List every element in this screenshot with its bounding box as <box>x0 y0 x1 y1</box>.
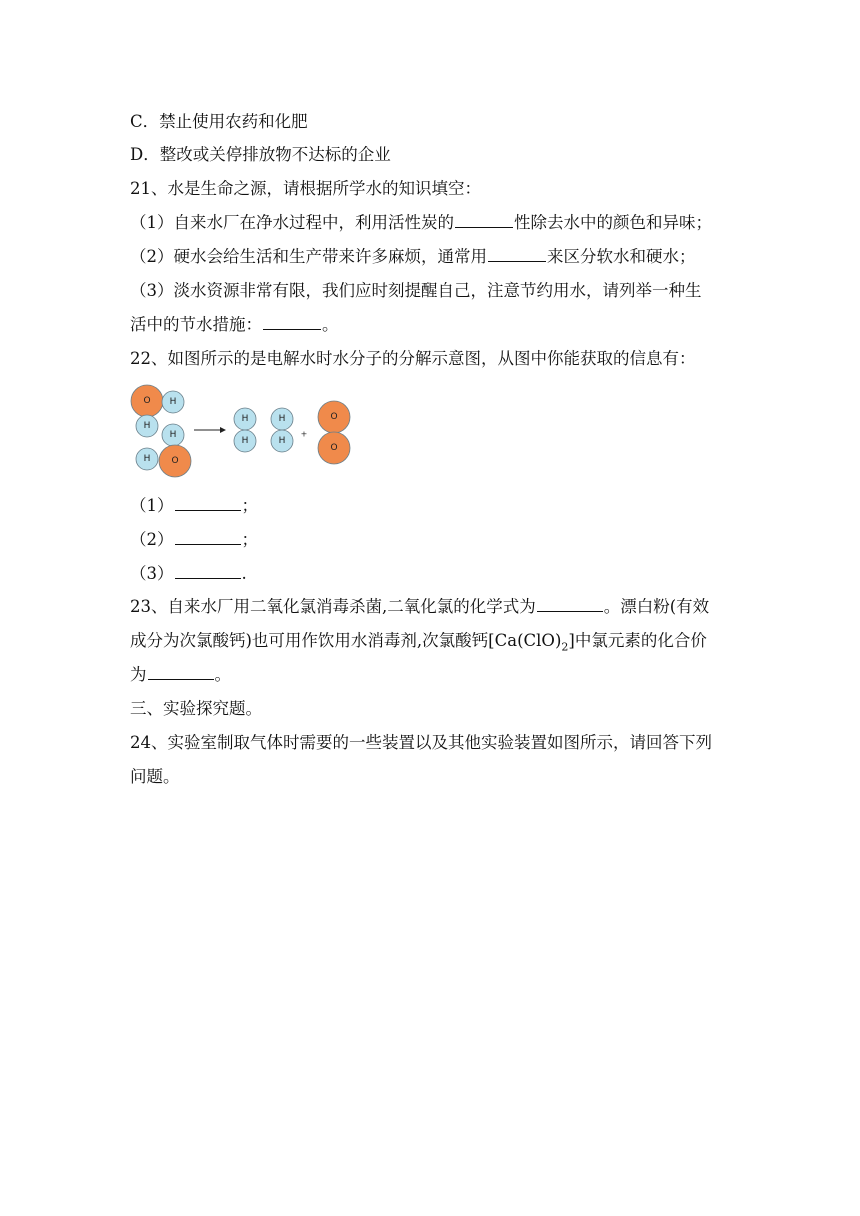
answer-blank <box>148 663 214 680</box>
atom-label: H <box>241 436 249 446</box>
atom-label: H <box>143 454 151 464</box>
question-21-3-cont <box>130 313 339 337</box>
answer-blank <box>488 245 546 262</box>
option-d: D．整改或关停排放物不达标的企业 <box>130 145 391 164</box>
atom-label: H <box>278 414 286 424</box>
plus-sign: + <box>300 429 308 439</box>
atom-label: H <box>241 414 249 424</box>
atom-label: O <box>330 443 338 453</box>
q21-3-text-b: 活中的节水措施： <box>130 315 262 334</box>
answer-blank <box>175 562 241 579</box>
q23-text-f: 。 <box>214 665 231 684</box>
atom-label: O <box>143 396 151 406</box>
q23-text-a: 23、自来水厂用二氧化氯消毒杀菌,二氧化氯的化学式为 <box>130 597 536 616</box>
water-electrolysis-diagram <box>128 382 358 478</box>
q22-1-end: ； <box>241 496 258 515</box>
q21-2-text-a: （2）硬水会给生活和生产带来许多麻烦，通常用 <box>130 247 487 266</box>
q22-3-label: （3） <box>130 564 174 583</box>
atom-label: O <box>330 412 338 422</box>
question-23 <box>130 595 709 619</box>
atom-label: O <box>171 456 179 466</box>
q23-text-c: 成分为次氯酸钙)也可用作饮用水消毒剂,次氯酸钙[Ca(ClO) <box>130 631 562 650</box>
question-24-cont: 问题。 <box>130 767 180 786</box>
question-21-2 <box>130 245 696 269</box>
question-22-3 <box>130 562 247 586</box>
question-21: 21、水是生命之源，请根据所学水的知识填空： <box>130 179 481 198</box>
question-24: 24、实验室制取气体时需要的一些装置以及其他实验装置如图所示，请回答下列 <box>130 733 712 752</box>
answer-blank <box>175 494 241 511</box>
question-22-1 <box>130 494 258 518</box>
atom-label: H <box>169 430 177 440</box>
q22-3-end: . <box>241 564 247 583</box>
q23-text-d: ]中氯元素的化合价 <box>568 631 707 650</box>
answer-blank <box>537 595 603 612</box>
q23-text-e: 为 <box>130 665 147 684</box>
section-3-title: 三、实验探究题。 <box>130 699 262 718</box>
q22-2-label: （2） <box>130 530 174 549</box>
option-c: C．禁止使用农药和化肥 <box>130 112 308 131</box>
question-22-2 <box>130 528 258 552</box>
question-23-cont <box>130 629 707 659</box>
atom-label: H <box>278 436 286 446</box>
question-21-1 <box>130 211 712 235</box>
answer-blank <box>175 528 241 545</box>
q21-1-text-a: （1）自来水厂在净水过程中，利用活性炭的 <box>130 213 454 232</box>
atom-label: H <box>143 421 151 431</box>
q21-3-text-c: 。 <box>322 315 339 334</box>
q21-1-text-b: 性除去水中的颜色和异味； <box>514 213 712 232</box>
q21-2-text-b: 来区分软水和硬水； <box>547 247 696 266</box>
answer-blank <box>455 211 513 228</box>
q22-2-end: ； <box>241 530 258 549</box>
question-21-3: （3）淡水资源非常有限，我们应时刻提醒自己，注意节约用水，请列举一种生 <box>130 281 702 300</box>
question-22: 22、如图所示的是电解水时水分子的分解示意图，从图中你能获取的信息有： <box>130 349 696 368</box>
q22-1-label: （1） <box>130 496 174 515</box>
arrow-head <box>220 427 226 433</box>
q23-subscript: 2 <box>561 640 569 654</box>
atom-label: H <box>169 397 177 407</box>
q23-text-b: 。漂白粉(有效 <box>603 597 710 616</box>
answer-blank <box>263 313 321 330</box>
question-23-cont2 <box>130 663 231 687</box>
